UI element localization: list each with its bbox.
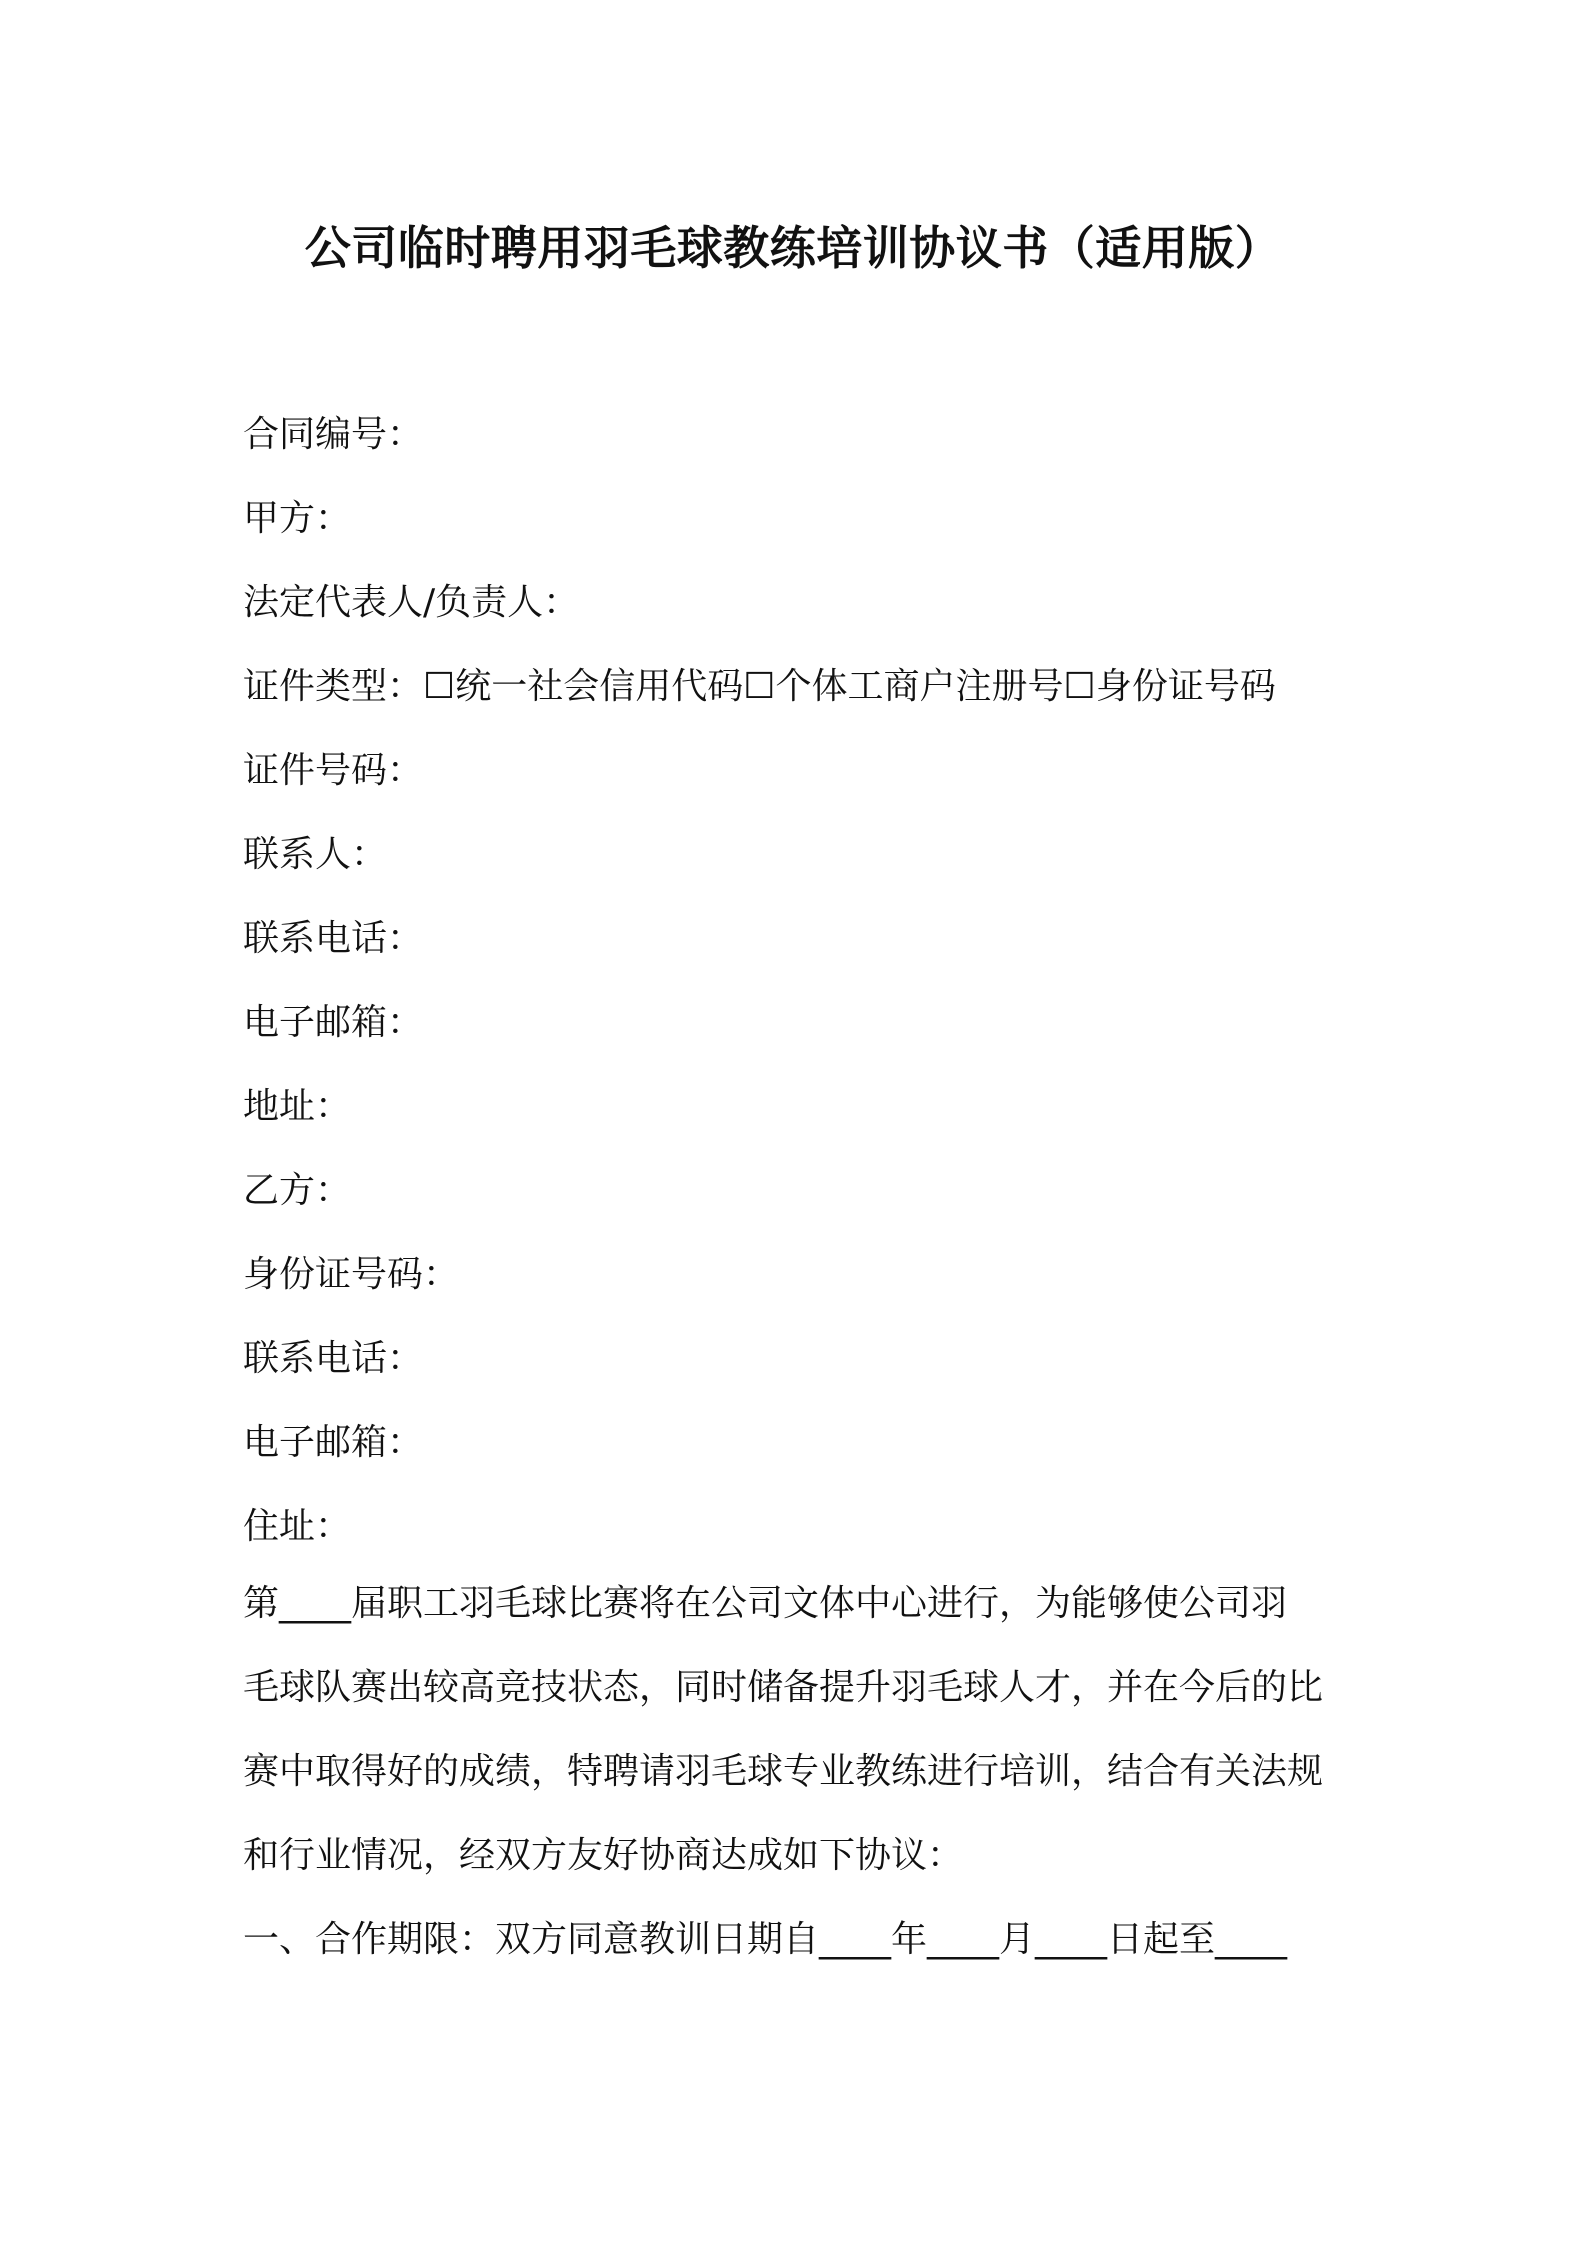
field-contact-person: 联系人： [243,834,388,875]
field-party-a-address: 地址： [243,1086,352,1127]
field-certificate-type: 证件类型：☐统一社会信用代码☐个体工商户注册号☐身份证号码 [243,666,1276,707]
field-party-a: 甲方： [243,498,352,539]
paragraph-line: 赛中取得好的成绩，特聘请羽毛球专业教练进行培训，结合有关法规 [243,1751,1324,1792]
field-certificate-number: 证件号码： [243,750,424,791]
field-party-b-residence: 住址： [243,1506,352,1547]
field-contract-number: 合同编号： [243,414,424,455]
paragraph-line: 第____届职工羽毛球比赛将在公司文体中心进行，为能够使公司羽 [243,1583,1288,1624]
field-party-b-phone: 联系电话： [243,1338,424,1379]
clause-cooperation-period: 一、合作期限：双方同意教训日期自____年____月____日起至____ [243,1919,1288,1960]
paragraph-line: 毛球队赛出较高竞技状态，同时储备提升羽毛球人才，并在今后的比 [243,1667,1324,1708]
field-party-a-email: 电子邮箱： [243,1002,424,1043]
field-party-b: 乙方： [243,1170,352,1211]
field-party-a-phone: 联系电话： [243,918,424,959]
intro-paragraph [243,1574,1363,1910]
field-id-number: 身份证号码： [243,1254,460,1295]
field-party-b-email: 电子邮箱： [243,1422,424,1463]
party-info-fields [243,405,1363,1581]
field-legal-representative: 法定代表人/负责人： [243,582,580,623]
paragraph-line: 和行业情况，经双方友好协商达成如下协议： [243,1835,964,1876]
document-title: 公司临时聘用羽毛球教练培训协议书（适用版） [304,221,1282,275]
